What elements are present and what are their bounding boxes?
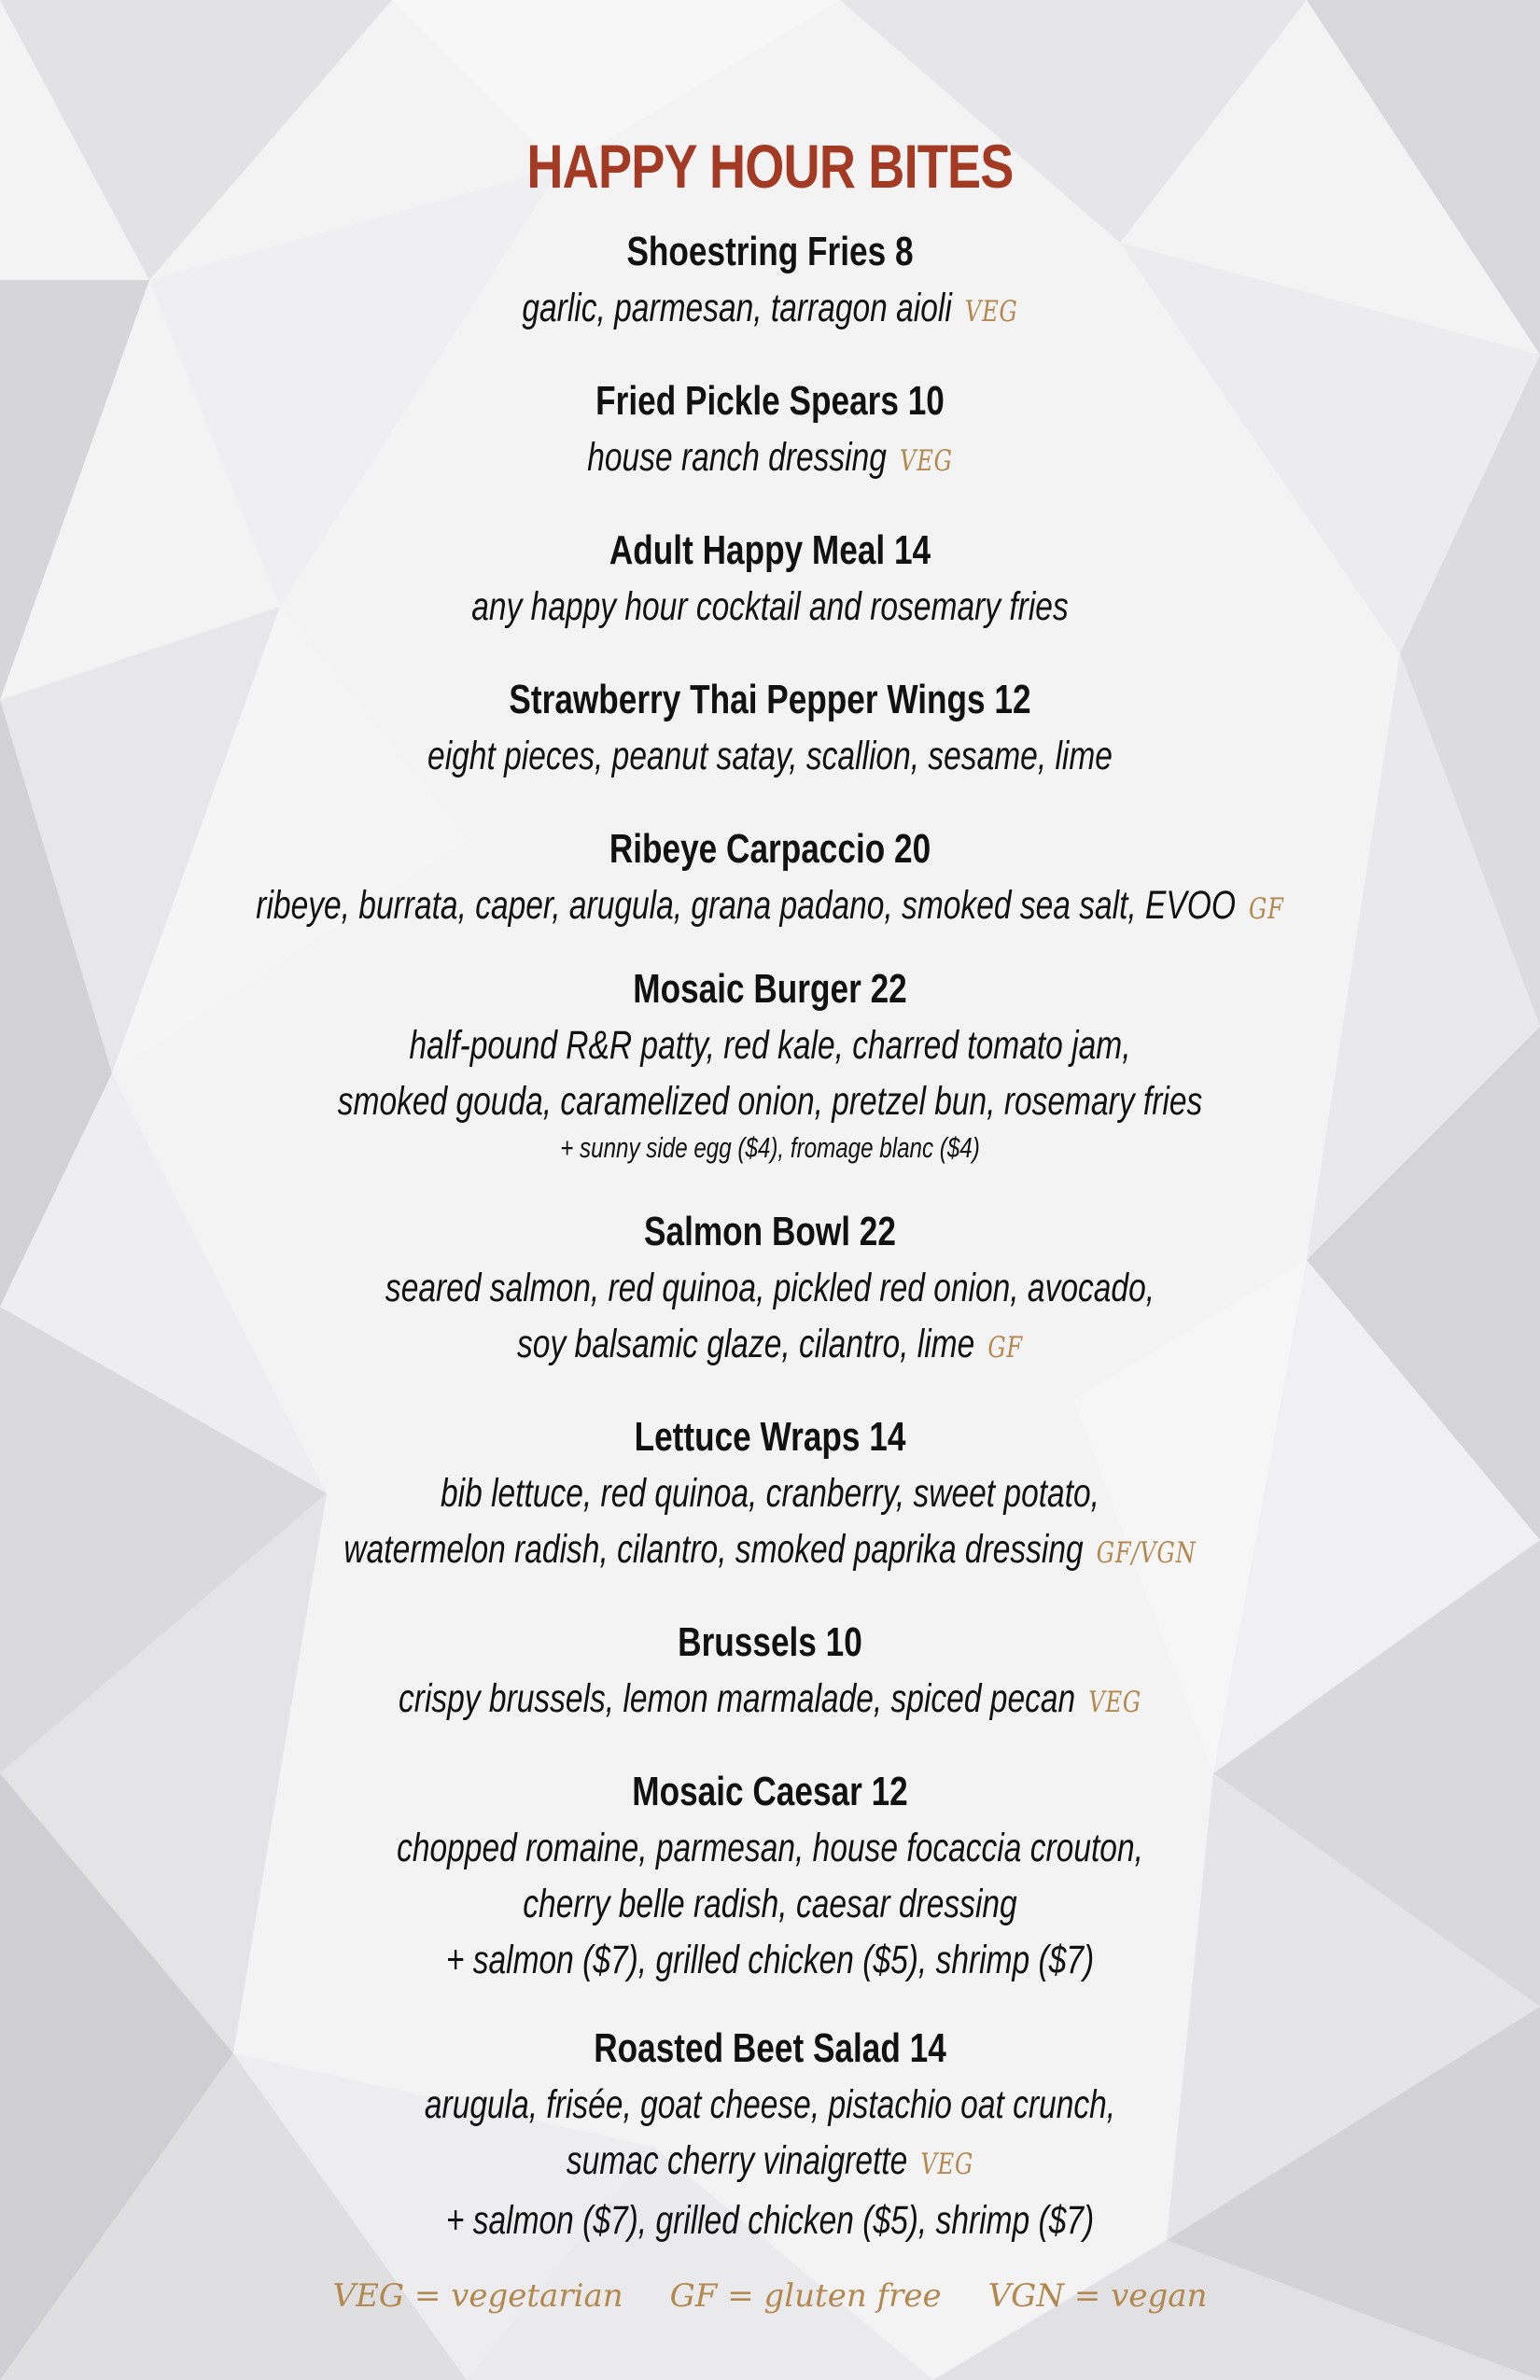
description-text: crispy brussels, lemon marmalade, spiced pecan bbox=[399, 1676, 1076, 1721]
item-name: Adult Happy Meal 14 bbox=[609, 527, 931, 573]
item-name: Lettuce Wraps 14 bbox=[634, 1414, 906, 1460]
menu-item bbox=[0, 224, 1540, 340]
description-text: any happy hour cocktail and rosemary fries bbox=[471, 584, 1069, 629]
item-description bbox=[170, 1465, 1371, 1521]
diet-tag: VEG bbox=[1088, 1686, 1141, 1719]
description-text: garlic, parmesan, tarragon aioli bbox=[522, 286, 952, 330]
description-text: watermelon radish, cilantro, smoked paprika dressing bbox=[343, 1527, 1084, 1572]
description-text: chopped romaine, parmesan, house focaccia crouton, bbox=[397, 1826, 1143, 1870]
item-description bbox=[170, 1932, 1371, 1988]
item-description bbox=[170, 1876, 1371, 1932]
item-name: Salmon Bowl 22 bbox=[644, 1209, 896, 1254]
add-on-note: + sunny side egg ($4), fromage blanc ($4) bbox=[560, 1131, 980, 1164]
diet-tag: VEG bbox=[964, 295, 1018, 329]
description-text: eight pieces, peanut satay, scallion, sesame, lime bbox=[427, 734, 1113, 778]
description-text: half-pound R&R patty, red kale, charred tomato jam, bbox=[409, 1023, 1131, 1068]
description-text: house ranch dressing bbox=[587, 435, 887, 480]
description-text: arugula, frisée, goat cheese, pistachio oat crunch, bbox=[424, 2082, 1116, 2127]
menu-item bbox=[0, 961, 1540, 1167]
diet-legend bbox=[0, 2277, 1540, 2315]
description-text: sumac cherry vinaigrette bbox=[566, 2138, 908, 2183]
item-description bbox=[170, 429, 1371, 489]
menu-title: HAPPY HOUR BITES bbox=[526, 132, 1014, 201]
diet-tag: VEG bbox=[920, 2148, 974, 2181]
menu-item bbox=[0, 1764, 1540, 1988]
description-text: ribeye, burrata, caper, arugula, grana padano, smoked sea salt, EVOO bbox=[256, 883, 1236, 928]
item-description bbox=[170, 1316, 1371, 1376]
item-description bbox=[170, 1671, 1371, 1730]
item-description bbox=[170, 1073, 1371, 1129]
menu-item bbox=[0, 821, 1540, 937]
item-description bbox=[170, 877, 1371, 937]
description-text: + salmon ($7), grilled chicken ($5), shrimp ($7) bbox=[445, 2198, 1095, 2243]
menu-item bbox=[0, 1409, 1540, 1581]
item-name: Shoestring Fries 8 bbox=[626, 229, 914, 274]
description-text: soy balsamic glaze, cilantro, lime bbox=[517, 1322, 975, 1366]
item-description bbox=[170, 2192, 1371, 2248]
item-name: Mosaic Caesar 12 bbox=[632, 1769, 908, 1814]
description-text: seared salmon, red quinoa, pickled red onion, avocado, bbox=[385, 1266, 1155, 1310]
item-name: Roasted Beet Salad 14 bbox=[594, 2025, 946, 2071]
item-description bbox=[170, 2077, 1371, 2133]
menu-item bbox=[0, 523, 1540, 635]
item-name: Mosaic Burger 22 bbox=[633, 966, 907, 1012]
menu-item bbox=[0, 672, 1540, 784]
description-text: bib lettuce, red quinoa, cranberry, sweet potato, bbox=[441, 1471, 1099, 1516]
description-text: + salmon ($7), grilled chicken ($5), shrimp ($7) bbox=[445, 1938, 1095, 1982]
item-description bbox=[170, 1521, 1371, 1581]
item-name: Fried Pickle Spears 10 bbox=[595, 378, 945, 424]
menu-item bbox=[0, 1204, 1540, 1376]
item-description bbox=[170, 1017, 1371, 1073]
item-description bbox=[170, 728, 1371, 784]
item-description bbox=[170, 579, 1371, 635]
diet-tag: GF bbox=[1249, 892, 1284, 926]
legend-vgn: VGN = vegan bbox=[987, 2277, 1208, 2315]
item-name: Brussels 10 bbox=[678, 1619, 862, 1665]
legend-gf: GF = gluten free bbox=[669, 2277, 942, 2315]
menu-item bbox=[0, 1615, 1540, 1730]
item-description bbox=[170, 280, 1371, 340]
item-description bbox=[170, 1260, 1371, 1316]
item-name: Ribeye Carpaccio 20 bbox=[609, 826, 931, 872]
description-text: cherry belle radish, caesar dressing bbox=[523, 1882, 1017, 1926]
diet-tag: GF/VGN bbox=[1096, 1536, 1197, 1570]
item-name: Strawberry Thai Pepper Wings 12 bbox=[509, 677, 1031, 722]
legend-veg: VEG = vegetarian bbox=[332, 2277, 623, 2315]
description-text: smoked gouda, caramelized onion, pretzel bun, rosemary fries bbox=[337, 1079, 1203, 1124]
item-description bbox=[170, 2133, 1371, 2192]
menu-item bbox=[0, 2021, 1540, 2248]
menu-item bbox=[0, 373, 1540, 489]
item-description bbox=[170, 1820, 1371, 1876]
diet-tag: GF bbox=[987, 1331, 1023, 1365]
diet-tag: VEG bbox=[899, 444, 953, 478]
